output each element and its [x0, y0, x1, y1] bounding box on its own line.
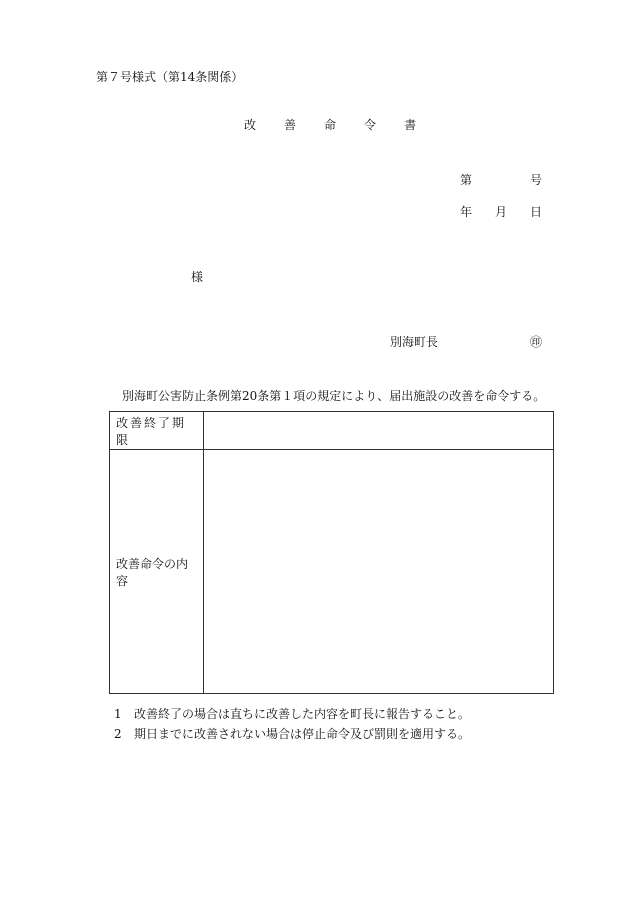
order-content-label: 改善命令の内容 [110, 450, 204, 694]
seal-mark: ㊞ [530, 335, 543, 349]
date-line [460, 203, 542, 220]
deadline-value[interactable] [204, 412, 554, 450]
title-char: 命 [324, 118, 337, 132]
title-char: 令 [364, 118, 377, 132]
note-text: 改善終了の場合は直ちに改善した内容を町長に報告すること。 [134, 707, 471, 721]
table-row [110, 412, 554, 450]
document-title [244, 116, 416, 133]
table-row [110, 450, 554, 694]
note-item [114, 705, 470, 722]
number-prefix: 第 [460, 173, 473, 187]
addressee-suffix: 様 [191, 270, 204, 284]
form-number: 第７号様式（第14条関係） [96, 70, 244, 84]
note-item [114, 725, 470, 742]
improvement-order-table [109, 411, 554, 694]
deadline-label: 改善終了期限 [110, 412, 204, 450]
document-number-line [460, 171, 542, 188]
title-char: 改 [244, 118, 257, 132]
note-number: 2 [114, 727, 122, 741]
date-year: 年 [460, 205, 473, 219]
date-day: 日 [529, 205, 542, 219]
number-suffix: 号 [529, 173, 542, 187]
issuer-name: 別海町長 [390, 335, 439, 349]
body-text: 別海町公害防止条例第20条第１項の規定により、届出施設の改善を命令する。 [122, 389, 546, 403]
title-char: 書 [404, 118, 417, 132]
title-char: 善 [284, 118, 297, 132]
note-number: 1 [114, 707, 122, 721]
order-content-value[interactable] [204, 450, 554, 694]
note-text: 期日までに改善されない場合は停止命令及び罰則を適用する。 [134, 727, 471, 741]
date-month: 月 [494, 205, 507, 219]
